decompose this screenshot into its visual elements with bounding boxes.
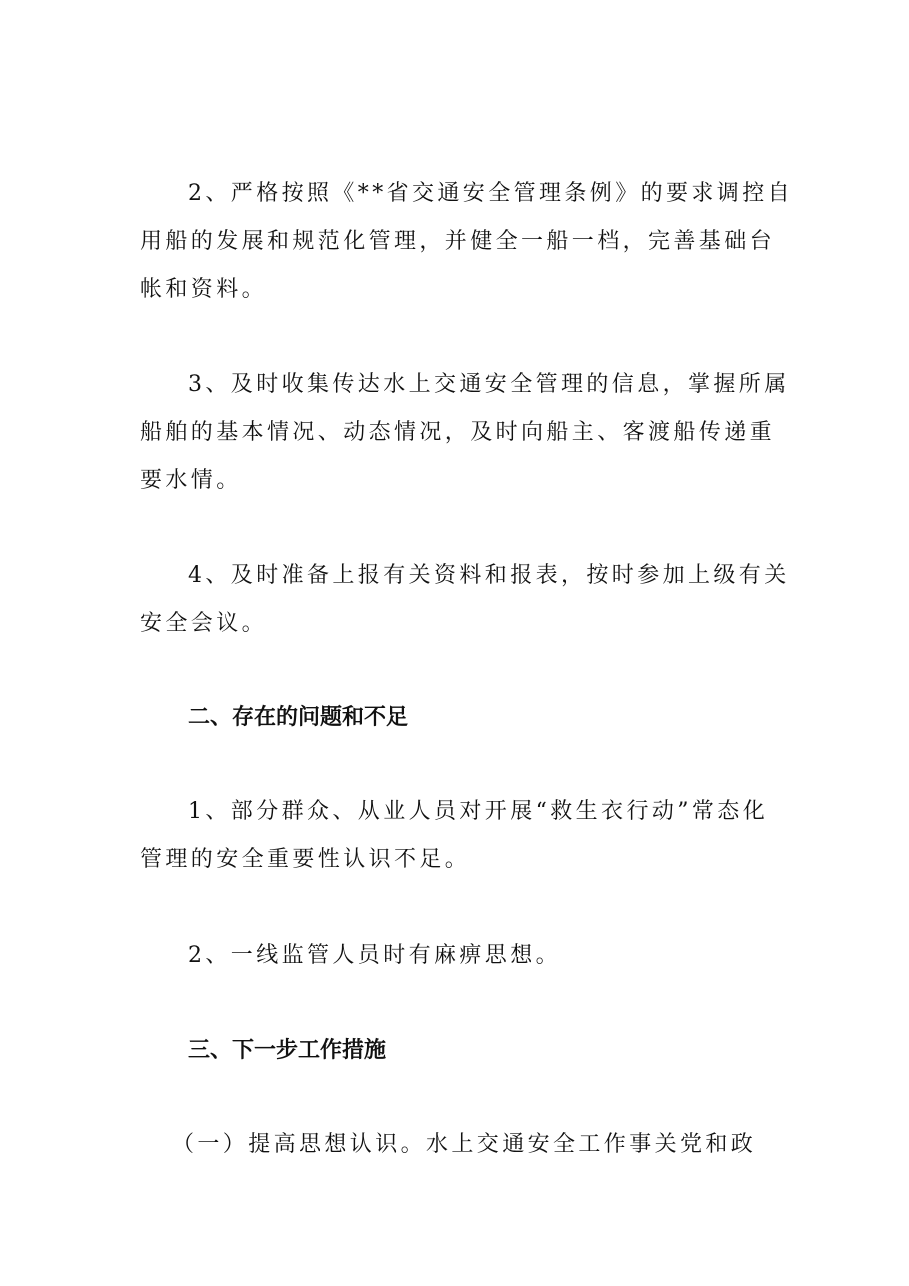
problem-1-line-1: 1、部分群众、从业人员对开展“救生衣行动”常态化 [188,799,769,824]
paragraph-2-line-3: 帐和资料。 [140,277,268,302]
paragraph-3-line-2: 船舶的基本情况、动态情况，及时向船主、客渡船传递重 [140,420,776,445]
paragraph-2-line-1: 2、严格按照《**省交通安全管理条例》的要求调控自 [188,181,793,206]
section-heading-problems: 二、存在的问题和不足 [188,705,409,730]
paragraph-3-line-1: 3、及时收集传达水上交通安全管理的信息，掌握所属 [188,372,790,397]
measure-1-line-1: （一）提高思想认识。水上交通安全工作事关党和政 [172,1132,757,1157]
section-heading-next-steps: 三、下一步工作措施 [188,1038,387,1063]
problem-1-line-2: 管理的安全重要性认识不足。 [140,847,471,872]
paragraph-4-line-1: 4、及时准备上报有关资料和报表，按时参加上级有关 [188,563,790,588]
paragraph-3-line-3: 要水情。 [140,468,242,493]
paragraph-4-line-2: 安全会议。 [140,611,268,636]
problem-2-line-1: 2、一线监管人员时有麻痹思想。 [188,943,561,968]
paragraph-2-line-2: 用船的发展和规范化管理，并健全一船一档，完善基础台 [140,229,776,254]
